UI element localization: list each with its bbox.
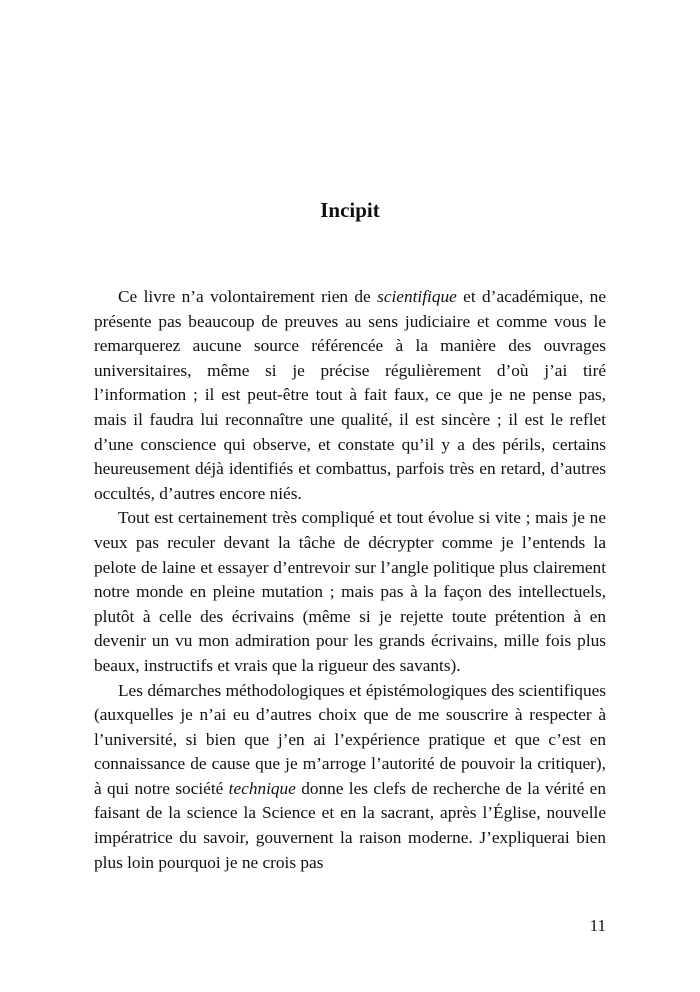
paragraph-3 [94, 679, 606, 876]
paragraph-1-text-after: et d’académique, ne présente pas beaucoup de preuves au sens judiciaire et comme vous le remarquerez aucune source référencée à la manière des ouvrages universitaires, même si je précise régulièrement d’où j’ai tiré l’information ; il est peut-être tout à fait faux, ce que je ne pense pas, mais il faudra lui reconnaître une qualité, il est sincère ; il est le reflet d’une conscience qui observe, et constate qu’il y a des périls, certains heureusement déjà identifiés et combattus, parfois très en retard, d’autres occultés, d’autres encore niés. [94, 287, 606, 503]
paragraph-3-text-before: Les démarches méthodologiques et épistémologiques des scientifiques (auxquelles je n’ai eu d’autres choix que de me souscrire à respecter à l’université, si bien que j’en ai l’expérience pratique et que c’est en connaissance de cause que je m’arroge l’autorité de pouvoir la critiquer), à qui notre société [94, 680, 606, 798]
paragraph-1-emphasis: scientifique [377, 287, 457, 306]
paragraph-2: Tout est certainement très compliqué et tout évolue si vite ; mais je ne veux pas reculer devant la tâche de décrypter comme je l’entends la pelote de laine et essayer d’entrevoir sur l’angle politique plus clairement notre monde en pleine mutation ; mais pas à la façon des intellectuels, plutôt à celle des écrivains (même si je rejette toute prétention à en devenir un vu mon admiration pour les grands écrivains, mille fois plus beaux, instructifs et vrais que la rigueur des savants). [94, 508, 606, 675]
page-number: 11 [589, 916, 606, 935]
body-text [94, 285, 606, 875]
paragraph-1-text-before: Ce livre n’a volontairement rien de [118, 287, 378, 306]
paragraph-3-text-after: donne les clefs de recherche de la vérité en faisant de la science la Science et en la sacrant, après l’Église, nouvelle impératrice du savoir, gouvernent la raison moderne. J’expliquerai bien plus loin pourquoi je ne crois pas [94, 778, 606, 872]
paragraph-1 [94, 285, 606, 506]
paragraph-3-emphasis: technique [228, 778, 296, 798]
chapter-title: Incipit [320, 198, 380, 222]
